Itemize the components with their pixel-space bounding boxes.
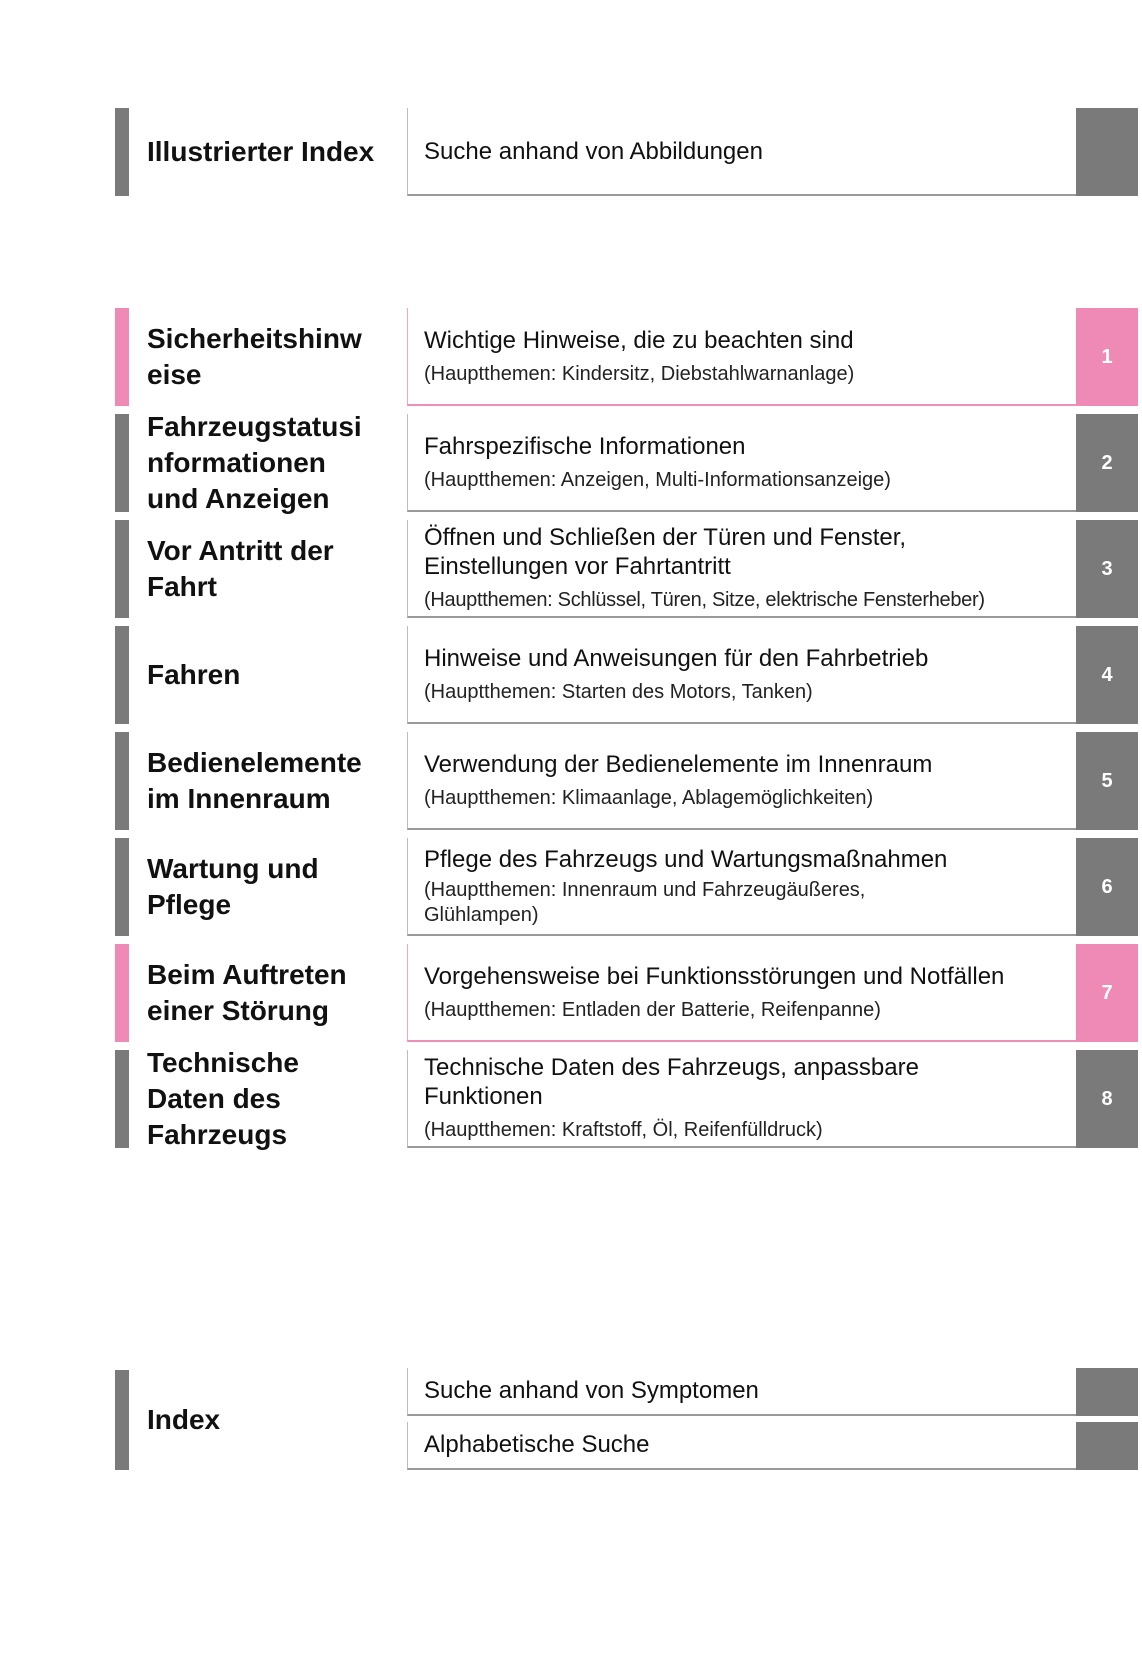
section-marker bbox=[115, 108, 129, 196]
chapter-marker bbox=[115, 308, 129, 406]
chapter-description[interactable] bbox=[407, 944, 1076, 1042]
chapter-topics: (Hauptthemen: Starten des Motors, Tanken) bbox=[424, 680, 813, 703]
chapter-description[interactable] bbox=[407, 308, 1076, 406]
illustrated-index-row[interactable] bbox=[0, 108, 1142, 196]
chapter-description[interactable] bbox=[407, 1050, 1076, 1148]
chapter-description[interactable] bbox=[407, 626, 1076, 724]
index-marker bbox=[115, 1370, 129, 1470]
chapter-summary: Öffnen und Schließen der Türen und Fenster, Einstellungen vor Fahrtantritt bbox=[424, 524, 907, 580]
index-alphabetical-link[interactable]: Alphabetische Suche bbox=[407, 1422, 1076, 1470]
chapter-row-5[interactable] bbox=[0, 732, 1142, 830]
chapter-title: Beim Auftreten einer Störung bbox=[147, 959, 347, 1026]
index-title: Index bbox=[147, 1404, 221, 1435]
chapter-summary: Wichtige Hinweise, die zu beachten sind bbox=[424, 326, 854, 354]
chapter-title: Wartung und Pflege bbox=[147, 853, 319, 920]
chapter-summary: Fahrspezifische Informationen bbox=[424, 432, 746, 460]
chapter-topics: (Hauptthemen: Kraftstoff, Öl, Reifenfülldruck) bbox=[424, 1119, 823, 1141]
chapter-tab[interactable]: 2 bbox=[1076, 414, 1138, 512]
chapter-summary: Verwendung der Bedienelemente im Innenraum bbox=[424, 750, 933, 778]
chapter-tab[interactable]: 6 bbox=[1076, 838, 1138, 936]
chapter-summary: Technische Daten des Fahrzeugs, anpassbare Funktionen bbox=[424, 1054, 919, 1110]
chapter-marker bbox=[115, 626, 129, 724]
chapter-summary: Pflege des Fahrzeugs und Wartungsmaßnahmen bbox=[424, 845, 948, 873]
index-symptoms-link[interactable]: Suche anhand von Symptomen bbox=[407, 1368, 1076, 1416]
chapter-tab[interactable]: 4 bbox=[1076, 626, 1138, 724]
chapter-marker bbox=[115, 1050, 129, 1148]
chapter-topics: (Hauptthemen: Anzeigen, Multi-Informationsanzeige) bbox=[424, 468, 891, 491]
chapter-marker bbox=[115, 838, 129, 936]
index-symptoms-tab[interactable] bbox=[1076, 1368, 1138, 1416]
chapter-title: Sicherheitshinw eise bbox=[147, 323, 362, 390]
chapter-row-4[interactable] bbox=[0, 626, 1142, 724]
section-tab[interactable] bbox=[1076, 108, 1138, 196]
chapter-description[interactable] bbox=[407, 414, 1076, 512]
chapter-title: Technische Daten des Fahrzeugs bbox=[147, 1047, 299, 1150]
chapter-row-8[interactable] bbox=[0, 1047, 1142, 1150]
section-title: Illustrierter Index bbox=[147, 136, 375, 167]
chapter-topics: (Hauptthemen: Klimaanlage, Ablagemöglichkeiten) bbox=[424, 786, 874, 809]
chapter-topics: (Hauptthemen: Schlüssel, Türen, Sitze, elektrische Fensterheber) bbox=[424, 589, 985, 611]
chapter-description[interactable] bbox=[407, 520, 1076, 618]
chapter-description[interactable] bbox=[407, 732, 1076, 830]
chapter-description[interactable] bbox=[407, 838, 1076, 936]
chapter-summary: Vorgehensweise bei Funktionsstörungen und Notfällen bbox=[424, 962, 1005, 990]
chapter-marker bbox=[115, 520, 129, 618]
chapter-marker bbox=[115, 944, 129, 1042]
chapter-title: Fahrzeugstatusi nformationen und Anzeigen bbox=[147, 411, 362, 514]
chapter-marker bbox=[115, 414, 129, 512]
chapter-topics: (Hauptthemen: Innenraum und Fahrzeugäußeres, Glühlampen) bbox=[424, 878, 866, 926]
chapter-title: Vor Antritt der Fahrt bbox=[147, 535, 334, 602]
chapter-topics: (Hauptthemen: Kindersitz, Diebstahlwarnanlage) bbox=[424, 362, 855, 385]
section-description[interactable]: Suche anhand von Abbildungen bbox=[407, 108, 1076, 196]
chapter-title: Bedienelemente im Innenraum bbox=[147, 747, 362, 814]
chapter-title: Fahren bbox=[147, 659, 241, 690]
chapter-tab[interactable]: 8 bbox=[1076, 1050, 1138, 1148]
chapter-row-6[interactable] bbox=[0, 838, 1142, 936]
chapter-tab[interactable]: 5 bbox=[1076, 732, 1138, 830]
chapter-tab[interactable]: 1 bbox=[1076, 308, 1138, 406]
chapter-row-1[interactable] bbox=[0, 308, 1142, 406]
chapter-row-3[interactable] bbox=[0, 520, 1142, 618]
chapter-marker bbox=[115, 732, 129, 830]
chapter-tab[interactable]: 7 bbox=[1076, 944, 1138, 1042]
index-alphabetical-tab[interactable] bbox=[1076, 1422, 1138, 1470]
chapter-row-2[interactable] bbox=[0, 411, 1142, 514]
chapter-summary: Hinweise und Anweisungen für den Fahrbetrieb bbox=[424, 644, 929, 672]
chapter-row-7[interactable] bbox=[0, 944, 1142, 1042]
chapter-tab[interactable]: 3 bbox=[1076, 520, 1138, 618]
chapter-topics: (Hauptthemen: Entladen der Batterie, Reifenpanne) bbox=[424, 998, 881, 1021]
